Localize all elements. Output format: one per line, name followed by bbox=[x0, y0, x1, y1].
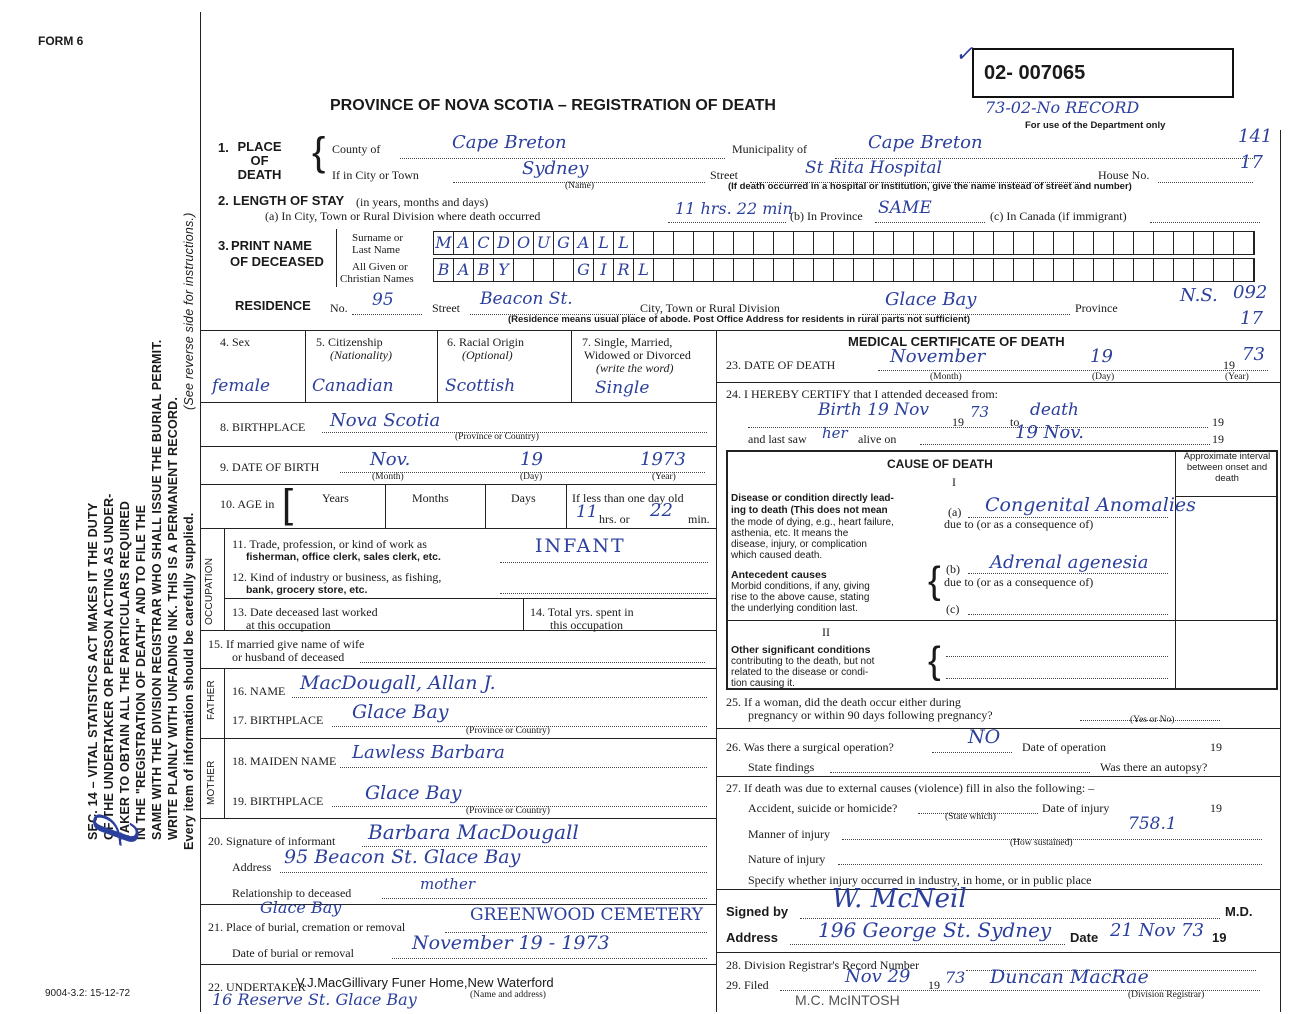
char-box bbox=[754, 232, 774, 254]
dob-month: Nov. bbox=[370, 449, 411, 470]
char-box bbox=[914, 232, 934, 254]
racial-label: 6. Racial Origin bbox=[447, 335, 524, 349]
sex-value: female bbox=[212, 376, 271, 396]
street-label: Street bbox=[710, 168, 738, 182]
char-box: U bbox=[534, 232, 554, 254]
age-days-label: Days bbox=[511, 491, 536, 505]
spouse-label-2: or husband of deceased bbox=[232, 650, 345, 664]
racial-value: Scottish bbox=[445, 376, 516, 396]
municipality-value: Cape Breton bbox=[868, 132, 983, 153]
char-box bbox=[1194, 259, 1214, 281]
record-note: 73-02-No RECORD bbox=[985, 98, 1140, 117]
how-sustained-sub: (How sustained) bbox=[1010, 838, 1073, 848]
char-box: B bbox=[474, 259, 494, 281]
char-box bbox=[954, 259, 974, 281]
char-box bbox=[1014, 259, 1034, 281]
nature-label: Nature of injury bbox=[748, 852, 826, 866]
dob-day-sub: (Day) bbox=[520, 472, 543, 482]
char-box: C bbox=[474, 232, 494, 254]
item27-label: 27. If death was due to external causes (violence) fill in also the following: – bbox=[726, 781, 1095, 795]
stay-b-label: (b) In Province bbox=[790, 209, 863, 223]
dob-year-sub: (Year) bbox=[652, 472, 676, 482]
signature-year-prefix: 19 bbox=[1212, 930, 1227, 945]
attended-from: Birth 19 Nov bbox=[818, 400, 929, 420]
hospital-note: (If death occurred in a hospital or institution, give the name instead of street and number) bbox=[728, 181, 1132, 192]
side-text-2: OF THE UNDERTAKER OR PERSON ACTING AS UNDER- bbox=[102, 493, 116, 840]
char-box bbox=[994, 259, 1014, 281]
given-label-1: All Given or bbox=[352, 261, 408, 273]
attended-to-year-prefix: 19 bbox=[1212, 415, 1224, 429]
char-box bbox=[1054, 232, 1074, 254]
char-box: A bbox=[454, 259, 474, 281]
char-box bbox=[974, 259, 994, 281]
item13-label-2: at this occupation bbox=[246, 618, 331, 632]
age-label: 10. AGE in bbox=[220, 497, 275, 511]
burial-place: GREENWOOD CEMETERY bbox=[470, 905, 703, 925]
page-title: PROVINCE OF NOVA SCOTIA – REGISTRATION OF DEATH bbox=[330, 97, 776, 114]
mother-side: MOTHER bbox=[206, 760, 217, 805]
marital-label-1: 7. Single, Married, bbox=[582, 335, 673, 349]
death-year: 73 bbox=[1242, 344, 1265, 365]
char-box bbox=[1174, 232, 1194, 254]
direct-line-1: Disease or condition directly lead- bbox=[731, 493, 894, 504]
death-year-prefix: 19 bbox=[1223, 358, 1235, 372]
residence-city: Glace Bay bbox=[885, 289, 977, 310]
item14-label-1: 14. Total yrs. spent in bbox=[530, 605, 634, 619]
informant-label: 20. Signature of informant bbox=[208, 834, 336, 848]
undertaker-name: V.J.MacGillivary Funer Home,New Waterford bbox=[296, 975, 554, 990]
marital-value: Single bbox=[595, 378, 650, 398]
age-less-label: If less than one day old bbox=[572, 491, 684, 505]
item26-label: 26. Was there a surgical operation? bbox=[726, 740, 894, 754]
char-box bbox=[1114, 259, 1134, 281]
code-092: 092 bbox=[1233, 282, 1268, 303]
city-value: Sydney bbox=[522, 158, 589, 179]
age-months-label: Months bbox=[412, 491, 449, 505]
char-box bbox=[1214, 232, 1234, 254]
char-box bbox=[1214, 259, 1234, 281]
char-box bbox=[714, 259, 734, 281]
residence-province-label: Province bbox=[1075, 301, 1118, 315]
antecedent-line-2: Morbid conditions, if any, giving bbox=[731, 581, 870, 592]
char-box bbox=[634, 232, 654, 254]
char-box: G bbox=[574, 259, 594, 281]
state-findings-label: State findings bbox=[748, 760, 815, 774]
manner-code: 758.1 bbox=[1128, 814, 1177, 834]
char-box: Y bbox=[494, 259, 514, 281]
char-box bbox=[1074, 259, 1094, 281]
side-text-8: (See reverse side for instructions.) bbox=[182, 212, 196, 410]
char-box bbox=[954, 232, 974, 254]
occupation-side: OCCUPATION bbox=[204, 557, 215, 625]
char-box bbox=[894, 259, 914, 281]
char-box bbox=[994, 232, 1014, 254]
char-box bbox=[1234, 232, 1254, 254]
char-box bbox=[714, 232, 734, 254]
item12-label-2: bank, grocery store, etc. bbox=[246, 584, 368, 596]
cause-c-label: (c) bbox=[946, 602, 960, 616]
char-box: R bbox=[614, 259, 634, 281]
char-box bbox=[774, 259, 794, 281]
check-mark-icon: ✓ bbox=[955, 42, 974, 67]
char-box bbox=[934, 259, 954, 281]
attended-year-prefix: 19 bbox=[952, 415, 964, 429]
char-box bbox=[1194, 232, 1214, 254]
char-box bbox=[654, 232, 674, 254]
char-box bbox=[934, 232, 954, 254]
injury-year-prefix: 19 bbox=[1210, 801, 1222, 815]
citizenship-sub: (Nationality) bbox=[330, 348, 392, 362]
cause-part-1: I bbox=[952, 475, 956, 489]
certify-label: 24. I HEREBY CERTIFY that I attended deceased from: bbox=[726, 387, 998, 401]
mother-name: Lawless Barbara bbox=[352, 742, 505, 763]
char-box: A bbox=[454, 232, 474, 254]
cause-a: Congenital Anomalies bbox=[985, 494, 1196, 516]
date-of-death-label: 23. DATE OF DEATH bbox=[726, 358, 836, 372]
direct-line-4: asthenia, etc. It means the bbox=[731, 528, 849, 539]
side-text-7: Every item of information should be carefully supplied. bbox=[182, 512, 196, 850]
signature-date-label: Date bbox=[1070, 930, 1099, 945]
char-box bbox=[674, 232, 694, 254]
form-number: FORM 6 bbox=[38, 34, 84, 48]
relationship-value: mother bbox=[420, 875, 475, 893]
cause-b-label: (b) bbox=[946, 562, 960, 576]
side-text-3: TAKER TO OBTAIN ALL THE PARTICULARS REQUIRED bbox=[118, 500, 132, 840]
char-box bbox=[854, 259, 874, 281]
registration-number: 02- 007065 bbox=[984, 62, 1086, 84]
operation-year-prefix: 19 bbox=[1210, 740, 1222, 754]
undertaker-sub: (Name and address) bbox=[470, 990, 546, 1000]
char-box bbox=[1014, 232, 1034, 254]
form-code: 9004-3.2: 15-12-72 bbox=[45, 988, 131, 999]
birthplace-sub: (Province or Country) bbox=[455, 432, 539, 442]
age-years-label: Years bbox=[322, 491, 349, 505]
side-text-1: SEC. 14 – VITAL STATISTICS ACT MAKES IT THE DUTY bbox=[86, 502, 100, 840]
dob-day: 19 bbox=[520, 449, 543, 470]
char-box bbox=[1154, 259, 1174, 281]
char-box: A bbox=[574, 232, 594, 254]
street-value: St Rita Hospital bbox=[805, 158, 942, 178]
residence-city-label: City, Town or Rural Division bbox=[640, 301, 780, 315]
residence-street: Beacon St. bbox=[480, 289, 573, 309]
char-box bbox=[1134, 259, 1154, 281]
last-seen-year-prefix: 19 bbox=[1212, 432, 1224, 446]
char-box bbox=[974, 232, 994, 254]
cause-b: Adrenal agenesia bbox=[990, 552, 1149, 573]
physician-signature: W. McNeil bbox=[832, 884, 967, 914]
place-of-death-label: PLACE OF DEATH bbox=[237, 139, 282, 182]
char-box: M bbox=[434, 232, 454, 254]
cause-a-label: (a) bbox=[948, 505, 962, 519]
residence-no-label: No. bbox=[330, 301, 348, 315]
registrar-sub: (Division Registrar) bbox=[1128, 990, 1205, 1000]
autopsy-label: Was there an autopsy? bbox=[1100, 760, 1208, 774]
side-text-5: SAME WITH THE DIVISION REGISTRAR WHO SHALL ISSUE THE BURIAL PERMIT. bbox=[150, 339, 164, 840]
side-text-6: WRITE PLAINLY WITH UNFADING INK. THIS IS A PERMANENT RECORD. bbox=[166, 396, 180, 840]
mother-birthplace: Glace Bay bbox=[365, 782, 462, 804]
undertaker-address: 16 Reserve St. Glace Bay bbox=[212, 990, 417, 1009]
filed-year: 73 bbox=[945, 968, 966, 987]
filed-year-prefix: 19 bbox=[928, 978, 940, 992]
code-17a: 17 bbox=[1240, 152, 1263, 173]
stay-a-label: (a) In City, Town or Rural Division where death occurred bbox=[265, 209, 541, 223]
city-label: If in City or Town bbox=[332, 168, 419, 182]
md-label: M.D. bbox=[1225, 904, 1253, 919]
char-box: D bbox=[494, 232, 514, 254]
marital-label-3: (write the word) bbox=[596, 361, 674, 375]
code-141: 141 bbox=[1238, 126, 1273, 147]
birthplace-value: Nova Scotia bbox=[330, 410, 441, 431]
citizenship-value: Canadian bbox=[312, 376, 394, 396]
yes-no-sub: (Yes or No) bbox=[1130, 715, 1175, 725]
birthplace-label: 8. BIRTHPLACE bbox=[220, 420, 306, 434]
mother-birthplace-sub: (Province or Country) bbox=[466, 806, 550, 816]
item14-label-2: this occupation bbox=[550, 618, 623, 632]
death-day: 19 bbox=[1090, 346, 1113, 367]
direct-line-6: which caused death. bbox=[731, 550, 823, 561]
attended-to-label: to bbox=[1010, 415, 1020, 429]
house-label: House No. bbox=[1098, 168, 1150, 182]
county-label: County of bbox=[332, 142, 381, 156]
residence-note: (Residence means usual place of abode. Post Office Address for residents in rural parts not sufficient) bbox=[508, 314, 971, 325]
char-box bbox=[534, 259, 554, 281]
dob-label: 9. DATE OF BIRTH bbox=[220, 460, 320, 474]
char-box bbox=[1034, 259, 1054, 281]
char-box bbox=[514, 259, 534, 281]
residence-province: N.S. bbox=[1180, 285, 1218, 306]
antecedent-line-1: Antecedent causes bbox=[731, 569, 827, 581]
char-box bbox=[1234, 259, 1254, 281]
item11-label-1: 11. Trade, profession, or kind of work as bbox=[232, 537, 427, 551]
residence-label: RESIDENCE bbox=[235, 298, 311, 313]
char-box bbox=[694, 232, 714, 254]
department-use-label: For use of the Department only bbox=[1025, 120, 1166, 131]
burial-place-left: Glace Bay bbox=[260, 898, 342, 917]
char-box bbox=[1034, 232, 1054, 254]
direct-line-2: ing to death (This does not mean bbox=[731, 505, 888, 516]
death-year-sub: (Year) bbox=[1225, 372, 1249, 382]
filed-date: Nov 29 bbox=[845, 966, 911, 987]
place-of-death-num: 1. bbox=[218, 140, 229, 155]
registrar-record-label: 28. Division Registrar's Record Number bbox=[726, 958, 920, 972]
char-box bbox=[1054, 259, 1074, 281]
last-seen-label: and last saw bbox=[748, 432, 807, 446]
father-side: FATHER bbox=[206, 680, 217, 720]
length-of-stay-num: 2. bbox=[218, 193, 229, 208]
char-box bbox=[894, 232, 914, 254]
char-box: L bbox=[614, 232, 634, 254]
char-box bbox=[1074, 232, 1094, 254]
char-box bbox=[814, 232, 834, 254]
char-box bbox=[814, 259, 834, 281]
physician-address: 196 George St. Sydney bbox=[818, 918, 1052, 942]
county-value: Cape Breton bbox=[452, 132, 567, 153]
municipality-label: Municipality of bbox=[732, 142, 807, 156]
informant-address: 95 Beacon St. Glace Bay bbox=[284, 846, 521, 868]
residence-no: 95 bbox=[372, 290, 394, 310]
direct-line-3: the mode of dying, e.g., heart failure, bbox=[731, 517, 894, 528]
attended-year: 73 bbox=[970, 403, 990, 421]
length-of-stay-label: LENGTH OF STAY bbox=[233, 193, 345, 208]
operation-date-label: Date of operation bbox=[1022, 740, 1106, 754]
item25-label-1: 25. If a woman, did the death occur either during bbox=[726, 695, 961, 709]
registrar-name: Duncan MacRae bbox=[990, 966, 1149, 988]
char-box: L bbox=[594, 232, 614, 254]
char-box: B bbox=[434, 259, 454, 281]
item25-label-2: pregnancy or within 90 days following pregnancy? bbox=[748, 708, 993, 722]
medical-header: MEDICAL CERTIFICATE OF DEATH bbox=[848, 334, 1065, 349]
burial-date: November 19 - 1973 bbox=[412, 932, 610, 954]
cause-part-2: II bbox=[822, 625, 830, 639]
injury-date-label: Date of injury bbox=[1042, 801, 1110, 815]
direct-line-5: disease, injury, or complication bbox=[731, 539, 867, 550]
other-line-3: related to the disease or condi- bbox=[731, 667, 869, 678]
citizenship-label: 5. Citizenship bbox=[316, 335, 383, 349]
specify-label: Specify whether injury occurred in industry, in home, or in public place bbox=[748, 873, 1092, 887]
due-to-label-1: due to (or as a consequence of) bbox=[944, 517, 1094, 531]
antecedent-line-3: rise to the above cause, stating bbox=[731, 592, 870, 603]
last-seen-pronoun: her bbox=[822, 424, 848, 442]
death-month: November bbox=[890, 346, 986, 367]
item12-label-1: 12. Kind of industry or business, as fishing, bbox=[232, 570, 442, 584]
filed-label: 29. Filed bbox=[726, 978, 769, 992]
cause-header: CAUSE OF DEATH bbox=[887, 457, 993, 471]
char-box bbox=[674, 259, 694, 281]
char-box bbox=[834, 259, 854, 281]
deceased-num: 3. bbox=[218, 238, 229, 253]
physician-address-label: Address bbox=[726, 930, 779, 945]
code-17b: 17 bbox=[1240, 308, 1263, 329]
surname-boxes bbox=[433, 231, 1255, 255]
char-box bbox=[1094, 232, 1114, 254]
char-box bbox=[1114, 232, 1134, 254]
char-box bbox=[914, 259, 934, 281]
char-box: L bbox=[634, 259, 654, 281]
burial-date-label: Date of burial or removal bbox=[232, 946, 354, 960]
other-line-1: Other significant conditions bbox=[731, 644, 871, 656]
informant-signature: Barbara MacDougall bbox=[368, 820, 579, 844]
char-box bbox=[774, 232, 794, 254]
char-box bbox=[1094, 259, 1114, 281]
length-of-stay-sub: (in years, months and days) bbox=[356, 195, 489, 209]
item13-label-1: 13. Date deceased last worked bbox=[232, 605, 378, 619]
signed-by-label: Signed by bbox=[726, 904, 789, 919]
char-box bbox=[554, 259, 574, 281]
char-box bbox=[874, 259, 894, 281]
given-boxes bbox=[433, 258, 1255, 282]
spouse-label-1: 15. If married give name of wife bbox=[208, 637, 365, 651]
surname-label-2: Last Name bbox=[352, 244, 400, 256]
margin-scribble: ℓ bbox=[71, 809, 157, 853]
undertaker-label: 22. UNDERTAKER bbox=[208, 980, 306, 994]
racial-sub: (Optional) bbox=[462, 348, 513, 362]
char-box bbox=[794, 232, 814, 254]
char-box bbox=[834, 232, 854, 254]
father-name-label: 16. NAME bbox=[232, 684, 286, 698]
father-birthplace: Glace Bay bbox=[352, 701, 449, 723]
manner-label: Manner of injury bbox=[748, 827, 830, 841]
marital-label-2: Widowed or Divorced bbox=[584, 348, 691, 362]
state-which-sub: (State which) bbox=[945, 812, 996, 822]
char-box bbox=[734, 259, 754, 281]
dob-year: 1973 bbox=[640, 449, 686, 470]
surname-label-1: Surname or bbox=[352, 232, 404, 244]
char-box bbox=[1174, 259, 1194, 281]
item11-label-2: fisherman, office clerk, sales clerk, etc. bbox=[246, 551, 441, 563]
item11-value: INFANT bbox=[535, 535, 626, 557]
dob-month-sub: (Month) bbox=[372, 472, 404, 482]
char-box bbox=[794, 259, 814, 281]
due-to-label-2: due to (or as a consequence of) bbox=[944, 575, 1094, 589]
deceased-label-1: PRINT NAME bbox=[231, 238, 312, 253]
side-text-4: IN THE "REGISTRATION OF DEATH" AND TO FILE THE bbox=[134, 504, 148, 840]
accident-label: Accident, suicide or homicide? bbox=[748, 801, 898, 815]
last-seen-date: 19 Nov. bbox=[1015, 422, 1084, 443]
interval-label: Approximate interval between onset and death bbox=[1183, 451, 1271, 484]
other-line-4: tion causing it. bbox=[731, 678, 795, 689]
item26-value: NO bbox=[968, 726, 1001, 748]
signature-date: 21 Nov 73 bbox=[1110, 920, 1205, 941]
age-hrs-label: hrs. or bbox=[599, 512, 630, 526]
death-month-sub: (Month) bbox=[930, 372, 962, 382]
age-min: 22 bbox=[650, 500, 673, 521]
age-hrs: 11 bbox=[576, 502, 598, 522]
given-label-2: Christian Names bbox=[340, 273, 414, 285]
burial-label: 21. Place of burial, cremation or removal bbox=[208, 920, 406, 934]
char-box bbox=[854, 232, 874, 254]
stay-c-label: (c) In Canada (if immigrant) bbox=[990, 209, 1127, 223]
city-name-sub: (Name) bbox=[565, 181, 595, 191]
char-box bbox=[1154, 232, 1174, 254]
stay-b-value: SAME bbox=[878, 198, 932, 218]
alive-on-label: alive on bbox=[858, 432, 897, 446]
father-birthplace-sub: (Province or Country) bbox=[466, 726, 550, 736]
char-box bbox=[754, 259, 774, 281]
antecedent-line-4: the underlying condition last. bbox=[731, 603, 858, 614]
char-box bbox=[694, 259, 714, 281]
deceased-label-2: OF DECEASED bbox=[230, 254, 324, 269]
death-day-sub: (Day) bbox=[1092, 372, 1115, 382]
age-min-label: min. bbox=[688, 512, 710, 526]
char-box bbox=[874, 232, 894, 254]
mother-birthplace-label: 19. BIRTHPLACE bbox=[232, 794, 324, 808]
father-name: MacDougall, Allan J. bbox=[300, 672, 496, 694]
stay-a-value: 11 hrs. 22 min bbox=[675, 199, 793, 218]
registration-box bbox=[972, 48, 1234, 98]
sex-label: 4. Sex bbox=[220, 335, 250, 349]
char-box: I bbox=[594, 259, 614, 281]
char-box: G bbox=[554, 232, 574, 254]
relationship-label: Relationship to deceased bbox=[232, 886, 352, 900]
father-birthplace-label: 17. BIRTHPLACE bbox=[232, 713, 324, 727]
char-box bbox=[1134, 232, 1154, 254]
residence-street-label: Street bbox=[432, 301, 460, 315]
char-box bbox=[734, 232, 754, 254]
attended-to: death bbox=[1030, 400, 1079, 420]
registrar-stamp: M.C. McINTOSH bbox=[795, 992, 900, 1008]
informant-address-label: Address bbox=[232, 860, 272, 874]
char-box: O bbox=[514, 232, 534, 254]
char-box bbox=[654, 259, 674, 281]
mother-name-label: 18. MAIDEN NAME bbox=[232, 754, 337, 768]
other-line-2: contributing to the death, but not bbox=[731, 656, 875, 667]
